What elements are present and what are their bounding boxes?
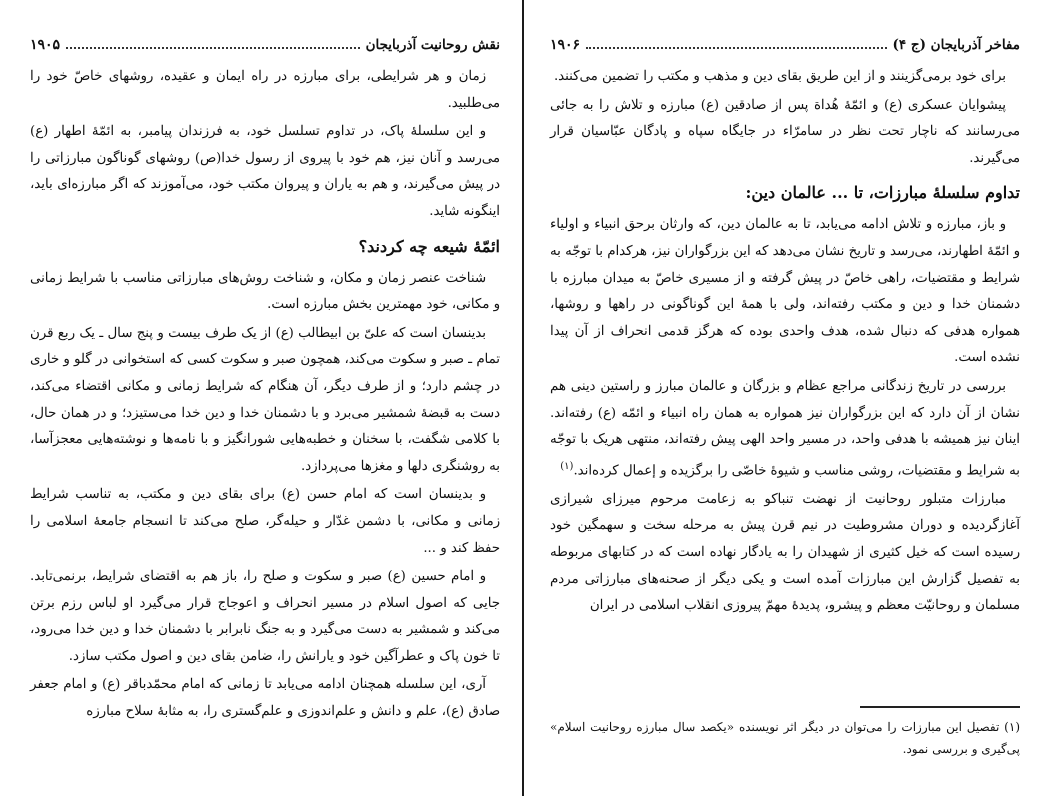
right-page-header xyxy=(550,34,1020,56)
page-gutter xyxy=(522,0,524,796)
left-header-title: نقش روحانیت آذربایجان xyxy=(365,37,500,53)
header-dots xyxy=(66,41,359,49)
paragraph: و بدینسان است که امام حسن (ع) برای بقای دین و مکتب، به تناسب شرایط زمانی و مکانی، با دشمن غدّار و حیله‌گر، صلح می‌کند تا انسجام جامعهٔ اسلامی را حفظ کند و ... xyxy=(30,487,500,556)
paragraph-text: بررسی در تاریخ زندگانی مراجع عظام و بزرگان و عالمان مبارز و راستین دینی هم نشان از آن دارد که این بزرگواران نیز همواره به همان راه انبیاء و ائمّه (ع) رفته‌اند. اینان نیز همیشه با هدفی واحد، در مسیر واحد الهی پیش رفته‌اند، منتهی هریک با توجّه به شرایط و مقتضیات، روشی مناسب و شیوهٔ خاصّی را برگزیده و إعمال کرده‌اند. xyxy=(550,378,1020,479)
right-page-number: ۱۹۰۶ xyxy=(550,37,581,53)
left-page-number: ۱۹۰۵ xyxy=(30,37,61,53)
header-dots xyxy=(586,41,886,49)
paragraph: و باز، مبارزه و تلاش ادامه می‌یابد، تا به عالمان دین، که وارثان برحق انبیاء و اولیاء و ائمّهٔ اطهارند، می‌رسد و تاریخ نشان می‌دهد که این بزرگواران نیز، هرکدام با توجّه به شرایط و مقتضیات، راهی خاصّ در پیش گرفته و از مسیری خاصّ به میدان مبارزه با دشمنان خدا و دین و مکتب رفته‌اند، ولی با همهٔ این گوناگونی در راهها و روشها، همواره هدفی که دنبال شده، هدف واحدی بوده که هرگز قدمی انحراف از آن پیدا نشده است. xyxy=(550,217,1020,366)
paragraph: بدینسان است که علیّ بن ابیطالب (ع) از یک طرف بیست و پنج سال ـ یک ربع قرن تمام ـ صبر و سکوت می‌کند، همچون صبر و سکوت کسی که استخوانی در گلو و خاری در چشم دارد؛ و از طرف دیگر، آن هنگام که شرایط زمانی و مکانی اقتضاء می‌کند، دست به قبضهٔ شمشیر می‌برد و با دشمنان خدا و دین خدا می‌ستیزد؛ و در همان حال، با کلامی شگفت، با سخنان و خطبه‌هایی شورانگیز و با نامه‌ها و نوشته‌هایی معجزآسا، به روشنگری دلها و مغزها می‌پردازد. xyxy=(30,325,500,474)
left-page xyxy=(30,0,500,796)
paragraph: مبارزات متبلور روحانیت از نهضت تنباکو به زعامت مرحوم میرزای شیرازی آغازگردیده و دوران مشروطیت در نیم قرن پیش به مرحله سخت و سهمگین خود رسیده است که خیل کثیری از شهیدان را به یادگار نهاده است که در کتابهای مربوطه به تفصیل گزارش این مبارزات آمده است و یکی دیگر از صحنه‌های مبارزاتی مردم مسلمان و روحانیّت معظم و پیشرو، پدیدهٔ مهمّ پیروزی انقلاب اسلامی در ایران xyxy=(550,491,1020,614)
paragraph: زمان و هر شرایطی، برای مبارزه در راه ایمان و عقیده، روشهای خاصّ خود را می‌طلبید. xyxy=(30,69,500,111)
right-page-body xyxy=(550,64,1020,686)
footnote-marker: (۱) xyxy=(560,460,574,472)
paragraph: شناخت عنصر زمان و مکان، و شناخت روش‌های مبارزاتی مناسب با شرایط زمانی و مکانی، خود مهمترین بخش مبارزه است. xyxy=(30,270,500,313)
paragraph xyxy=(550,374,1020,485)
paragraph: برای خود برمی‌گزینند و از این طریق بقای دین و مذهب و مکتب را تضمین می‌کنند. xyxy=(553,69,1006,84)
paragraph: پیشوایان عسکری (ع) و ائمّهٔ هُداة پس از صادقین (ع) مبارزه و تلاش را به جائی می‌رسانند که ناچار تحت نظر در سامرّاء در جایگاه سپاه و پادگان عبّاسیان قرار می‌گیرند. xyxy=(550,97,1020,166)
paragraph: آری، این سلسله همچنان ادامه می‌یابد تا زمانی که امام محمّدباقر (ع) و امام جعفر صادق (ع)، علم و دانش و علم‌اندوزی و علم‌گستری را، به مثابهٔ سلاح مبارزه xyxy=(30,677,500,720)
section-heading: تداوم سلسلهٔ مبارزات، تا ... عالمان دین: xyxy=(745,183,1020,203)
right-header-title: مفاخر آذربایجان (ج ۴) xyxy=(892,37,1020,53)
paragraph: و امام حسین (ع) صبر و سکوت و صلح را، باز هم به اقتضای شرایط، برنمی‌تابد. جایی که اصول اسلام در مسیر انحراف و اعوجاج قرار می‌گیرد او لباس رزم برتن می‌کند و شمشیر به دست می‌گیرد و به جنگ نابرابر با دشمنان خدا و دین خدا می‌رود، تا خون پاک و عطرآگین خود و یارانش را، ضامن بقای دین و اصول مکتب سازد. xyxy=(30,569,500,664)
section-heading: ائمّهٔ شیعه چه کردند؟ xyxy=(358,236,500,256)
right-page xyxy=(550,0,1020,796)
left-page-header xyxy=(30,34,500,56)
left-page-body xyxy=(30,64,500,796)
footnote-rule xyxy=(860,706,1020,708)
footnote: (۱) تفصیل این مبارزات را می‌توان در دیگر اثر نویسنده «یکصد سال مبارزه روحانیت اسلام» پی‌گیری و بررسی نمود. xyxy=(550,720,1020,756)
paragraph: و این سلسلهٔ پاک، در تداوم تسلسل خود، به فرزندان پیامبر، به ائمّهٔ اطهار (ع) می‌رسد و آنان نیز، هم خود با پیروی از رسول خدا(ص) روشهای گوناگون مبارزاتی را در پیش می‌گیرند، و هم به یاران و پیروان مکتب خود، می‌آموزند که اگر مبارزه‌ای باید، اینگونه شاید. xyxy=(30,124,500,219)
